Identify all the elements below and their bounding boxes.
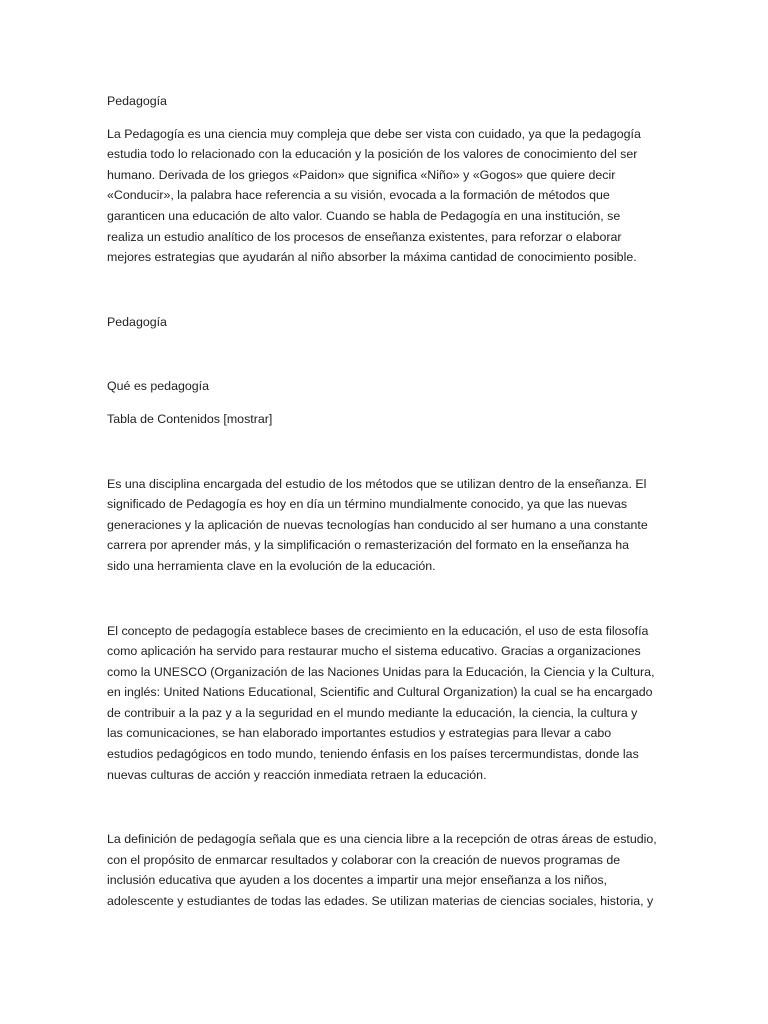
paragraph-line: en inglés: United Nations Educational, Scientific and Cultural Organization) la cual se ha encargado — [107, 685, 653, 700]
paragraph-line: carrera por aprender más, y la simplificación o remasterización del formato en la enseñanza ha — [107, 538, 630, 553]
paragraph-line: con el propósito de enmarcar resultados y colaborar con la creación de nuevos programas de — [107, 852, 621, 867]
paragraph-line: significado de Pedagogía es hoy en día un término mundialmente conocido, ya que las nuevas — [107, 497, 628, 512]
paragraph-line: estudios pedagógicos en todo mundo, teniendo énfasis en los países tercermundistas, donde las — [107, 747, 639, 762]
section-heading: Pedagogía — [107, 314, 167, 329]
document-page — [107, 91, 667, 912]
paragraph-line: mejores estrategias que ayudarán al niño absorber la máxima cantidad de conocimiento posible. — [107, 250, 637, 265]
paragraph-line: humano. Derivada de los griegos «Paidon» que significa «Niño» y «Gogos» que quiere decir — [107, 167, 616, 182]
paragraph-definition-scope — [107, 829, 667, 911]
table-of-contents-link[interactable]: Tabla de Contenidos [mostrar] — [107, 411, 273, 426]
paragraph-line: Es una disciplina encargada del estudio de los métodos que se utilizan dentro de la enseñanza. El — [107, 476, 647, 491]
paragraph-line: «Conducir», la palabra hace referencia a su visión, evocada a la formación de métodos que — [107, 188, 610, 203]
paragraph-intro — [107, 124, 667, 268]
paragraph-line: las comunicaciones, se han elaborado importantes estudios y estrategias para llevar a cabo — [107, 726, 612, 741]
paragraph-line: sido una herramienta clave en la evolución de la educación. — [107, 558, 436, 573]
section-subheading: Qué es pedagogía — [107, 379, 209, 394]
paragraph-line: como la UNESCO (Organización de las Naciones Unidas para la Educación, la Ciencia y la Cultura, — [107, 664, 655, 679]
paragraph-line: realiza un estudio analítico de los procesos de enseñanza existentes, para reforzar o elaborar — [107, 229, 622, 244]
paragraph-concept — [107, 621, 667, 786]
paragraph-line: estudia todo lo relacionado con la educación y la posición de los valores de conocimiento del ser — [107, 147, 638, 162]
paragraph-line: nuevas culturas de acción y reacción inmediata retraen la educación. — [107, 767, 487, 782]
paragraph-line: garanticen una educación de alto valor. Cuando se habla de Pedagogía en una institución, se — [107, 208, 621, 223]
paragraph-line: La Pedagogía es una ciencia muy compleja que debe ser vista con cuidado, ya que la pedagogía — [107, 126, 641, 141]
paragraph-line: generaciones y la aplicación de nuevas tecnologías han conducido al ser humano a una constante — [107, 517, 648, 532]
paragraph-line: La definición de pedagogía señala que es una ciencia libre a la recepción de otras áreas de estudio, — [107, 832, 657, 847]
paragraph-line: inclusión educativa que ayuden a los docentes a impartir una mejor enseñanza a los niños, — [107, 873, 608, 888]
paragraph-definition — [107, 474, 667, 577]
paragraph-line: de contribuir a la paz y a la seguridad en el mundo mediante la educación, la ciencia, la cultura y — [107, 705, 638, 720]
document-title: Pedagogía — [107, 94, 167, 108]
paragraph-line: adolescente y estudiantes de todas las edades. Se utilizan materias de ciencias sociales, historia, y — [107, 894, 654, 909]
paragraph-line: como aplicación ha servido para restaurar mucho el sistema educativo. Gracias a organizaciones — [107, 644, 641, 659]
paragraph-line: El concepto de pedagogía establece bases de crecimiento en la educación, el uso de esta filosofía — [107, 623, 649, 638]
